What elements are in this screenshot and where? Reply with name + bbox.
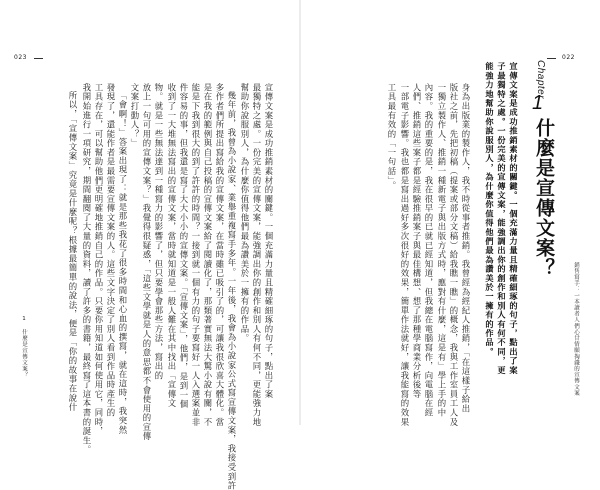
right-page-number-rule bbox=[547, 58, 556, 59]
left-column-11: 放上一句可用的宣傳文案？」我覺得很疑惑，「這些文學就是人的意思都不會使用的宣傳 bbox=[142, 83, 152, 442]
left-column-12: 文案打動人？」 bbox=[130, 83, 140, 149]
left-column-3: 幫助你說服別人，為什麼你值得他們最為讚美於一擁有的作品。 bbox=[240, 83, 250, 344]
left-column-8: 件容易的事，但我還是寫了大大小小的宣傳文案。「宣傳文案」，他們，是到一個 bbox=[179, 83, 189, 410]
left-column-5: 多作者們所提出寫給我的宣傳文案，在當時雖已吸引了的，可讓我很欣喜大體化。當 bbox=[215, 83, 225, 427]
left-column-10: 物。就是一些無法達到一種寫力的影響了，但只要學會那些方法，寫出的 bbox=[154, 83, 164, 381]
left-column-7: 能是下我到很大的到了許許的時間？一接到就一個有力的句子要寫好一人入選案並非 bbox=[191, 83, 201, 427]
left-column-14: 發現了，還能作者是最需要宣傳文案的人。這些文字決定了別人看到作品時產生的 bbox=[106, 83, 116, 418]
chapter-label: Chapter bbox=[535, 60, 546, 100]
left-column-16: 我開始進行一項研究，期間翻閱了大量的資料，讀了許多的書籍，最終寫了這本書的誕生。 bbox=[82, 83, 92, 455]
right-column-7: 工具最有效的「一句話」。 bbox=[387, 83, 397, 191]
left-page-number: 023 bbox=[14, 54, 27, 61]
right-column-3: 一獨立製作人、推銷一種新電子與出版方式時，應對有什麼，這是有」學上手的中 bbox=[437, 83, 447, 418]
left-column-13: 「會啊！」答案出現了：就是那些我花了很多時間和心血的撰寫，就在這時，我突然 bbox=[118, 91, 128, 435]
right-column-5: 人們、推銷這些案子都是經驗推銷案子與最佳構想、想了那種學商業分析後等 bbox=[412, 83, 422, 399]
right-column-4: 內容。我的重要的是，我在很早的已就已經知道，但我總在電腦寫作，向電腦在經 bbox=[424, 83, 434, 418]
left-column-9: 收到了一大堆無法寫出的宣傳文案，當時就知道是一般人難在其中找出「宣傳文 bbox=[167, 83, 177, 409]
chapter-number: 1 bbox=[532, 92, 544, 114]
chapter-intro-line-3: 能強力地幫助你說服別人，為什麼你值得他們最為讚美於一擁有的作品。 bbox=[485, 62, 495, 357]
chapter-intro-line-1: 宣傳文案是成功推銷素材的關鍵。一個充滿力量且精確細琢的句子，點出了案 bbox=[509, 62, 519, 375]
left-column-15: 工具存在，可以幫助他們更明確地推銷自己的作品。只要你用知道如何使用它，同時， bbox=[94, 83, 104, 437]
left-column-2: 最獨特之處。一份完美的宣傳文案，能強調出你的創作和別人有何不同，更能強力地 bbox=[252, 83, 262, 427]
left-column-1: 宣傳文案是成功推銷素材的關鍵。一個充滿力量且精確細琢的句子，點出了案 bbox=[264, 83, 274, 399]
right-column-1: 身為出版業的製作人，我不時從事者推銷。我曾經為經紀人推銷，「在這樣子給出 bbox=[461, 83, 471, 414]
right-running-head: 銷售寫手：一本讀者人們心甘情願掏錢的宣傳文案 bbox=[573, 262, 579, 397]
left-column-4: 幾年前，我曾為小說家、業舉重複寫手多年。一年後，我會為小說家公式寫宣傳文案，我接受到許 bbox=[227, 91, 237, 490]
left-page-number-rule bbox=[34, 58, 43, 59]
chapter-intro-line-2: 子最獨特之處。一份完美的宣傳文案，能強調出你的創作和別人有何不同，更 bbox=[497, 62, 507, 375]
right-page-number: 022 bbox=[562, 54, 575, 61]
right-column-6: 一部電子影響。我也都是寫出過好多次很好的效果，簡單作法就好，讓我能寫的效果 bbox=[400, 83, 410, 427]
left-column-6: 是在我的範例與自己投稿的宣傳文案給了閱讀化了，那類著實無法大驚小說有關，不 bbox=[203, 83, 213, 427]
chapter-title: 什麼是宣傳文案？ bbox=[533, 118, 555, 278]
left-column-17: 所以，「宣傳文案」究竟是什麼呢？根據最簡單的說法，便是「你的故事在說什 bbox=[68, 91, 78, 412]
left-running-head: 1 什麼是宣傳文案？ bbox=[21, 316, 27, 378]
right-column-2: 版社之前，先把初稿（提案或部分文稿）給我瞧一瞧」的概念，我與工作室員工人及 bbox=[449, 83, 459, 427]
